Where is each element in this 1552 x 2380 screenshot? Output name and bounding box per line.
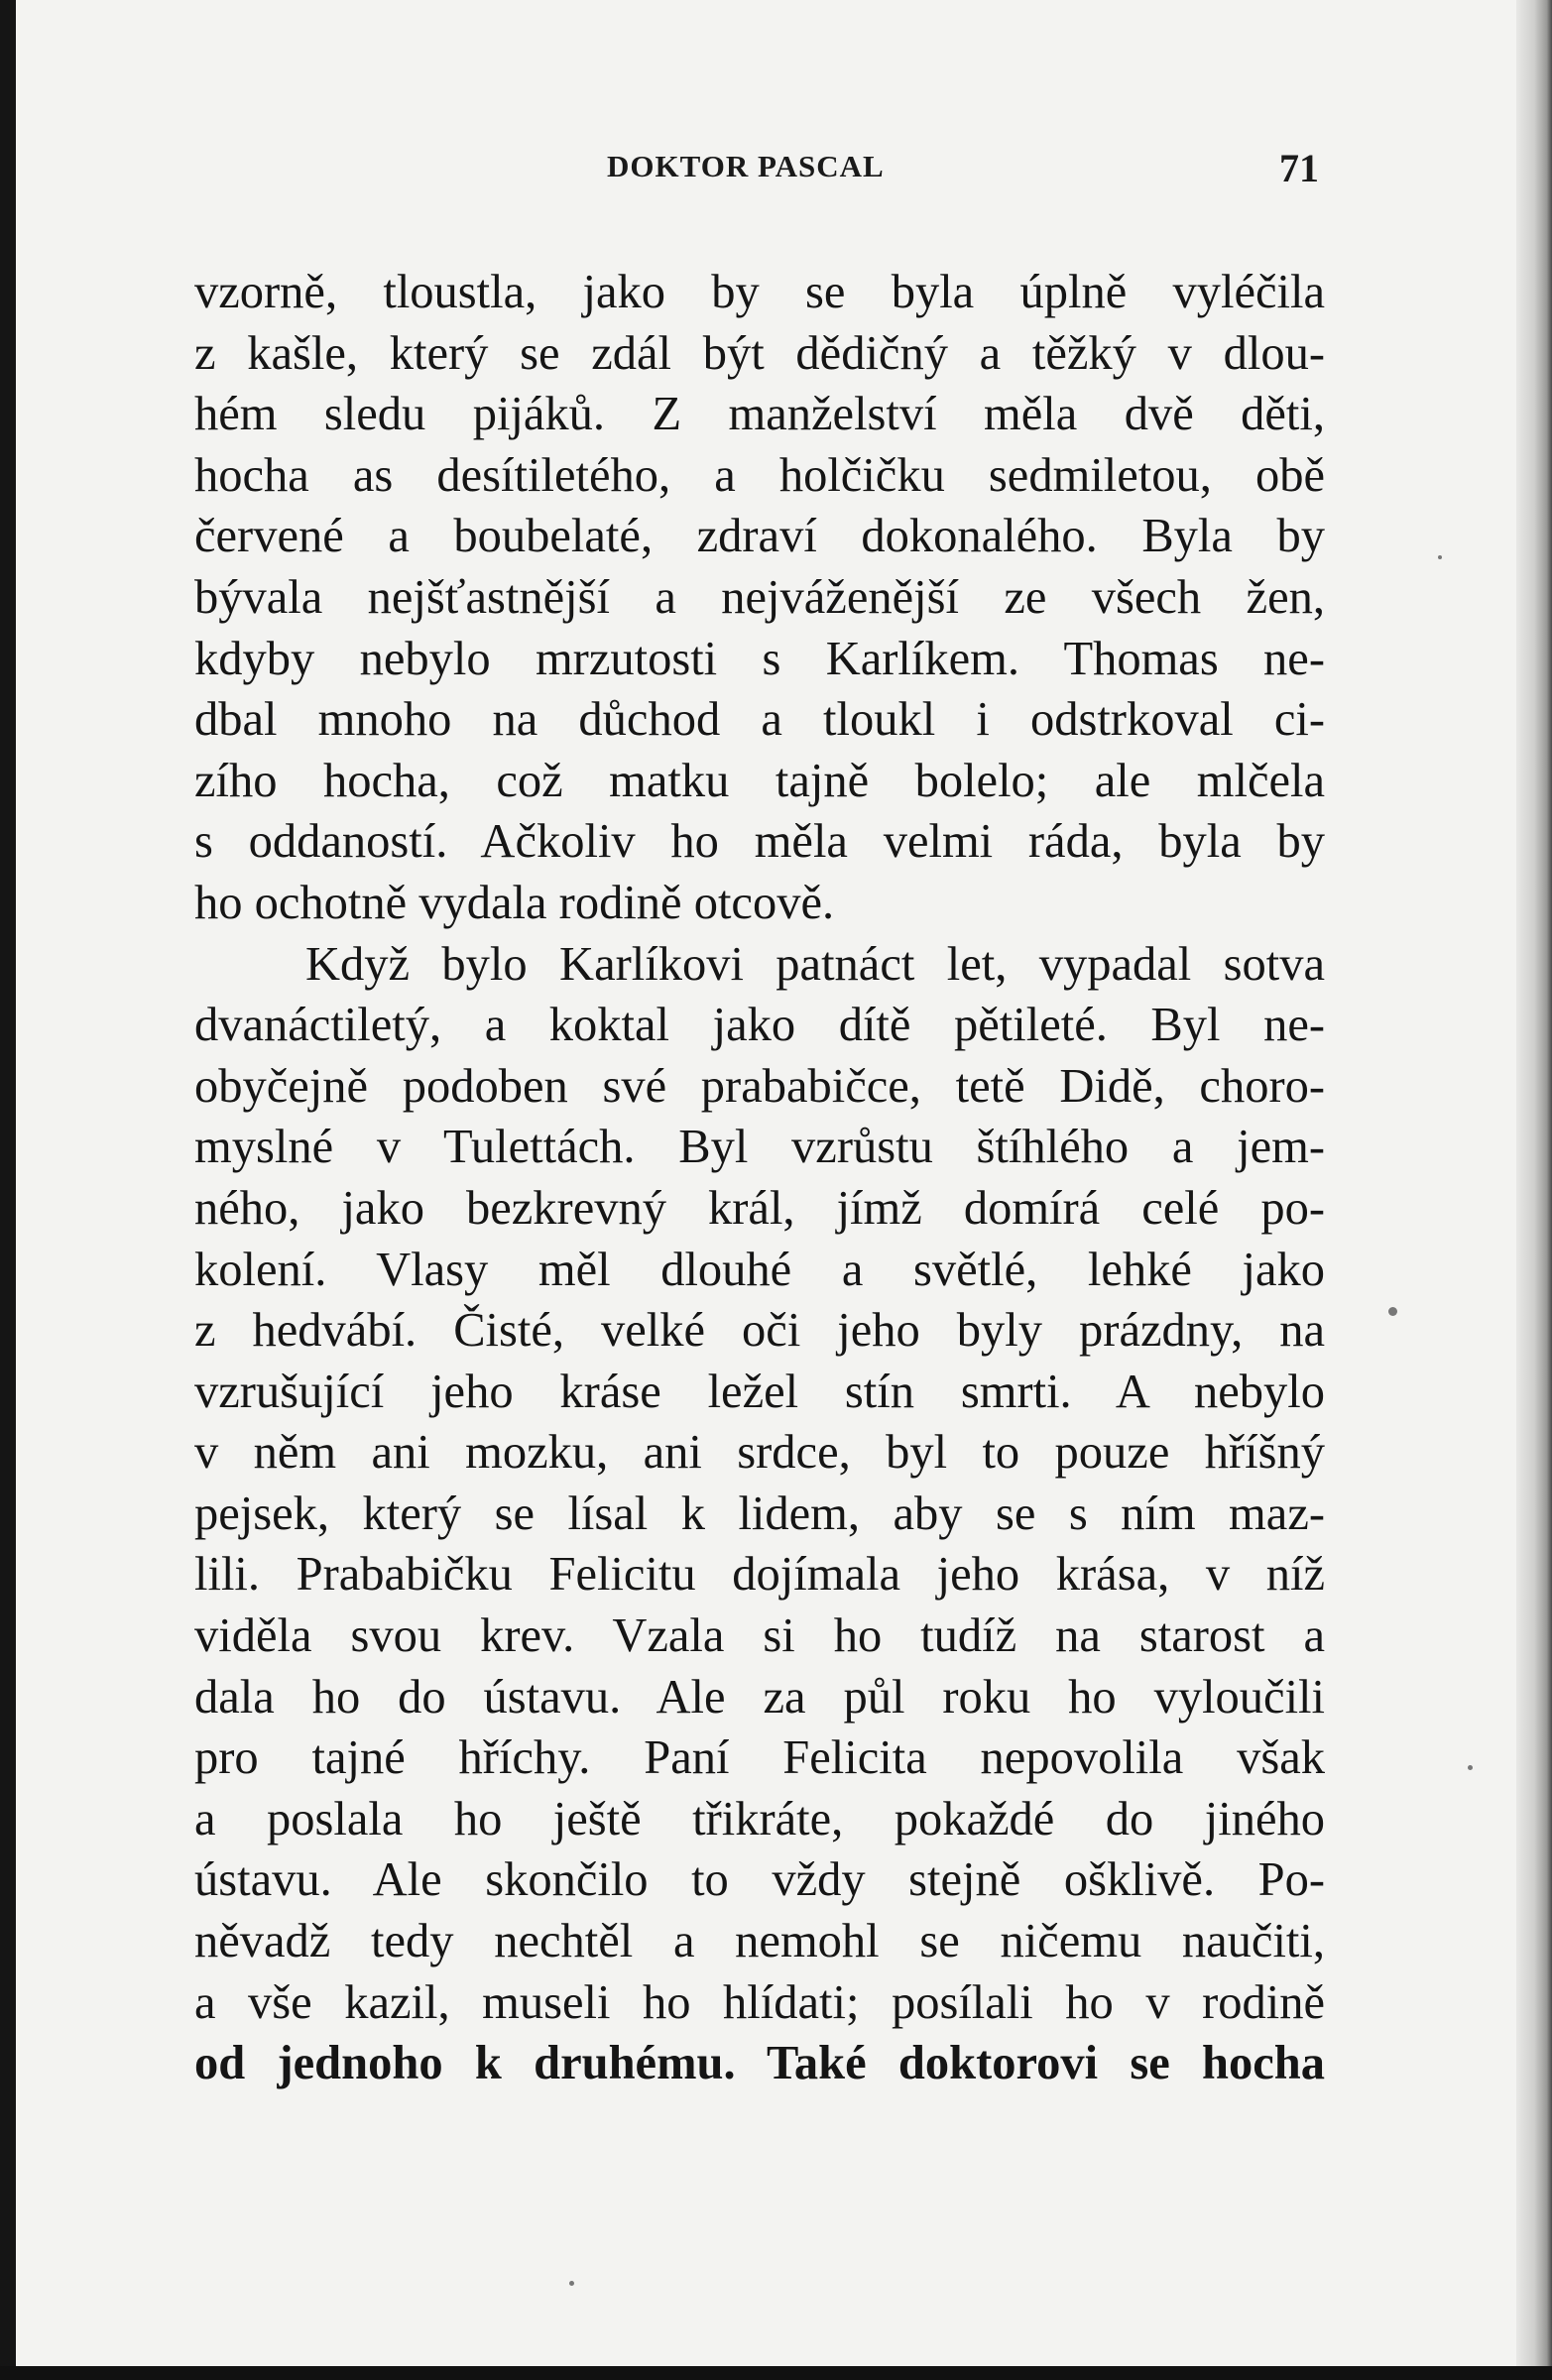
text-line: obyčejně podoben své prababičce, tetě Didě, choro- [194,1059,1325,1113]
text-line: hém sledu pijáků. Z manželství měla dvě děti, [194,388,1325,441]
page-header [198,146,1319,196]
text-line: něvadž tedy nechtěl a nemohl se ničemu naučiti, [194,1915,1325,1968]
text-line: bývala nejšťastnější a nejváženější ze všech žen, [194,570,1325,624]
text-line: kdyby nebylo mrzutosti s Karlíkem. Thomas ne- [194,632,1325,685]
text-line: kolení. Vlasy měl dlouhé a světlé, lehké jako [194,1243,1325,1296]
text-line: lili. Prababičku Felicitu dojímala jeho krása, v níž [194,1548,1325,1602]
text-line: myslné v Tulettách. Byl vzrůstu štíhlého a jem- [194,1121,1325,1174]
text-line: ústavu. Ale skončilo to vždy stejně ošklivě. Po- [194,1853,1325,1907]
text-line: a poslala ho ještě třikráte, pokaždé do jiného [194,1792,1325,1845]
paper-speck [1468,1765,1473,1770]
page-number: 71 [1279,146,1319,190]
text-line: vzrušující jeho kráse ležel stín smrti. A nebylo [194,1365,1325,1418]
text-line: v něm ani mozku, ani srdce, byl to pouze hříšný [194,1426,1325,1480]
text-line: dbal mnoho na důchod a tloukl i odstrkoval ci- [194,693,1325,747]
body-text [194,262,1325,2094]
text-line: a vše kazil, museli ho hlídati; posílali ho v rodině [194,1975,1325,2029]
text-line: červené a boubelaté, zdraví dokonalého. Byla by [194,510,1325,563]
text-line: od jednoho k druhému. Také doktorovi se hocha [194,2037,1325,2090]
text-line: hocha as desítiletého, a holčičku sedmiletou, obě [194,448,1325,502]
paragraph-first-line: Když bylo Karlíkovi patnáct let, vypadal sotva [305,937,1325,991]
text-line: pejsek, který se lísal k lidem, aby se s ním maz- [194,1487,1325,1540]
paragraph-last-line: ho ochotně vydala rodině otcově. [194,876,835,929]
text-line: z hedvábí. Čisté, velké oči jeho byly prázdny, na [194,1304,1325,1358]
page-left-edge [0,0,16,2380]
text-line: s oddaností. Ačkoliv ho měla velmi ráda, byla by [194,815,1325,869]
paper-speck [1388,1307,1397,1316]
paper-speck [569,2281,574,2286]
page-right-edge [1516,0,1552,2380]
text-line: vzorně, tloustla, jako by se byla úplně vyléčila [194,266,1325,318]
text-line: pro tajné hříchy. Paní Felicita nepovolila však [194,1731,1325,1785]
running-title: DOKTOR PASCAL [607,149,885,183]
text-line: ného, jako bezkrevný král, jímž domírá celé po- [194,1181,1325,1235]
paper-speck [1438,555,1442,559]
text-line: z kašle, který se zdál být dědičný a těžký v dlou- [194,326,1325,380]
page-bottom-edge [0,2366,1552,2380]
text-line: dvanáctiletý, a koktal jako dítě pětileté. Byl ne- [194,999,1325,1052]
text-line: viděla svou krev. Vzala si ho tudíž na starost a [194,1609,1325,1663]
text-line: dala ho do ústavu. Ale za půl roku ho vyloučili [194,1670,1325,1724]
text-line: zího hocha, což matku tajně bolelo; ale mlčela [194,754,1325,807]
